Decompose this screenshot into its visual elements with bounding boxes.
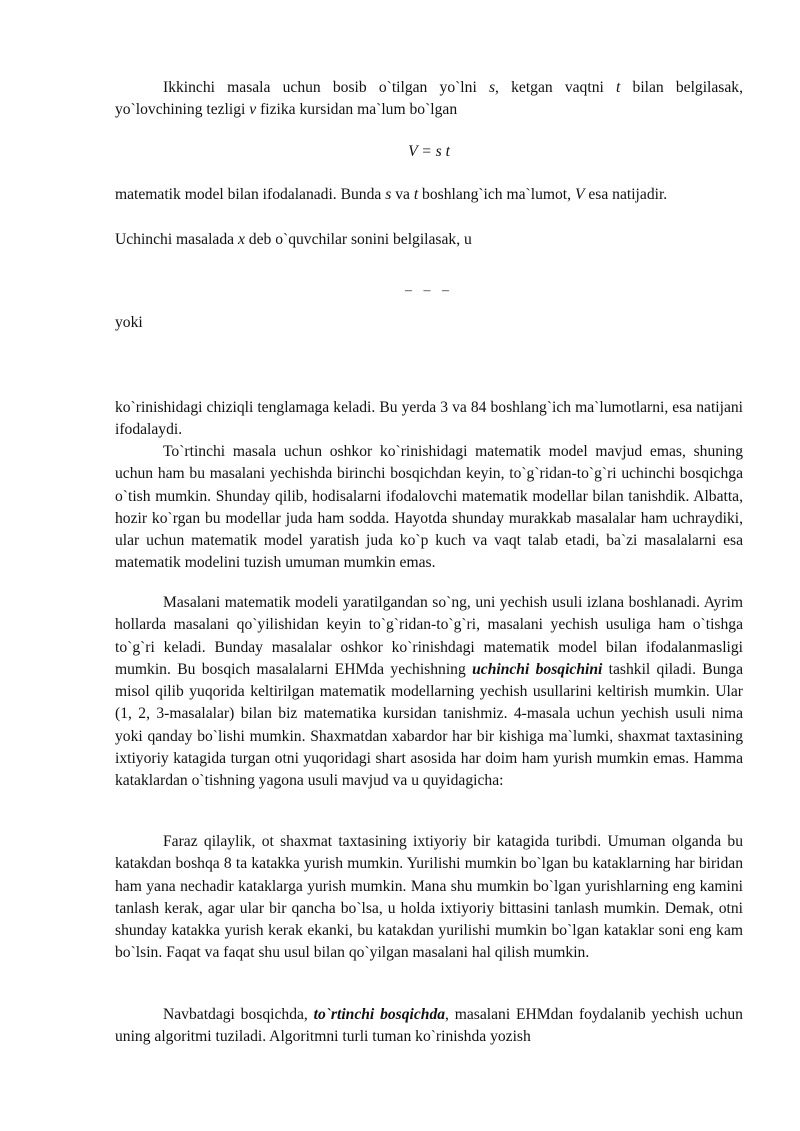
paragraph-3 <box>115 229 743 251</box>
text-run: fizika kursidan ma`lum bo`lgan <box>256 101 458 119</box>
text-run: deb o`quvchilar sonini belgilasak, u <box>244 231 472 248</box>
document-page <box>115 0 743 1131</box>
text-run: Uchinchi masalada <box>115 231 238 248</box>
var-t: t <box>616 79 621 96</box>
text-run: Navbatdagi bosqichda, <box>163 1006 314 1023</box>
text-run: boshlang`ich ma`lumot, <box>418 186 575 203</box>
text-run: Masalani matematik modeli yaratilgandan so`ng, uni yechish usuli izlana boshlanadi. Ayrim hollarda masalani qo`yilishidan keyin to`g`ridan-to`g`ri, masalani yechish usuliga ham o`tishga to`g`ri keladi. Bunday masalalar oshkor ko`rinishdagi matematik model bilan ifodalanmasligi mumkin. Bu bosqich masalalarni EHMda yechishning <box>115 594 743 678</box>
paragraph-2 <box>115 184 743 206</box>
paragraph-6 <box>115 592 743 793</box>
paragraph-4: ko`rinishidagi chiziqli tenglamaga keladi. Bu yerda 3 va 84 boshlang`ich ma`lumotlarni, esa natijani ifodalaydi. <box>115 399 743 439</box>
paragraph-1 <box>115 77 743 122</box>
var-t: t <box>413 186 419 203</box>
text-yoki: yoki <box>115 314 143 331</box>
text-run: Ikkinchi masala uchun bosib o`tilgan yo`lni <box>163 79 489 96</box>
emphasis-bold-italic: uchinchi bosqichini <box>472 660 603 678</box>
text-run: esa natijadir. <box>584 186 668 203</box>
paragraph-8 <box>115 1004 743 1049</box>
text-run: va <box>391 186 414 203</box>
var-s: s <box>385 186 392 203</box>
formula-velocity: V = s t <box>408 143 450 160</box>
emphasis-bold-italic: to`rtinchi bosqichda <box>313 1006 446 1023</box>
var-V: V <box>574 186 585 203</box>
var-s: s <box>488 79 496 96</box>
text-run: bilan belgilasak, yo`lovchining tezligi <box>115 79 743 119</box>
var-x: x <box>237 231 245 248</box>
text-run: matematik model bilan ifodalanadi. Bunda <box>115 186 386 203</box>
paragraph-5: To`rtinchi masala uchun oshkor ko`rinishidagi matematik model mavjud emas, shuning uchun ham bu masalani yechishda birinchi bosqichdan keyin, to`g`ridan-to`g`ri uchinchi bosqichga o`tish mumkin. Shunday qilib, hodisalarni ifodalovchi matematik modellar bilan tanishdik. Albatta, hozir ko`rgan bu modellar juda ham sodda. Hayotda shunday murakkab masalalar ham uchraydiki, ular uchun matematik model yaratish juda ko`p kuch va vaqt talab etadi, ba`zi masalalarni esa matematik modelini tuzish umuman mumkin emas. <box>115 443 743 572</box>
var-v: v <box>249 101 257 119</box>
text-run: , ketgan vaqtni <box>495 79 616 96</box>
paragraph-7: Faraz qilaylik, ot shaxmat taxtasining ixtiyoriy bir katagida turibdi. Umuman olganda bu katakdan boshqa 8 ta katakka yurish mumkin. Yurilishi mumkin bo`lgan bu kataklarning har biridan ham yana nechadir kataklarga yurish mumkin. Mana shu mumkin bo`lgan yurishlarning eng kamini tanlash kerak, agar ular bir qancha bo`lsa, u holda ixtiyoriy bittasini tanlash mumkin. Demak, otni shunday katakka yurish kerak ekanki, bu katakdan yurilishi mumkin bo`lgan kataklar soni eng kam bo`lsin. Faqat va faqat shu usul bilan qo`yilgan masalani hal qilish mumkin. <box>115 833 743 962</box>
text-run: tashkil qiladi. Bunga misol qilib yuqorida keltirilgan matematik modellarning yechish usullarini keltirish mumkin. Ular (1, 2, 3-masalalar) bilan biz matematika kursidan tanishmiz. 4-masala uchun yechish usuli nima yoki qanday bo`lishi mumkin. Shaxmatdan xabardor har bir kishiga ma`lumki, shaxmat taxtasining ixtiyoriy katagida turgan otni yuqoridagi shart asosida har doim ham yurish mumkin emas. Hamma kataklardan o`tishning yagona usuli mavjud va u quyidagicha: <box>115 660 743 790</box>
text-run: , masalani EHMdan foydalanib yechish uchun uning algoritmi tuziladi. Algoritmni turli tuman ko`rinishda yozish <box>115 1006 743 1046</box>
formula-placeholder: – – – <box>405 283 453 298</box>
